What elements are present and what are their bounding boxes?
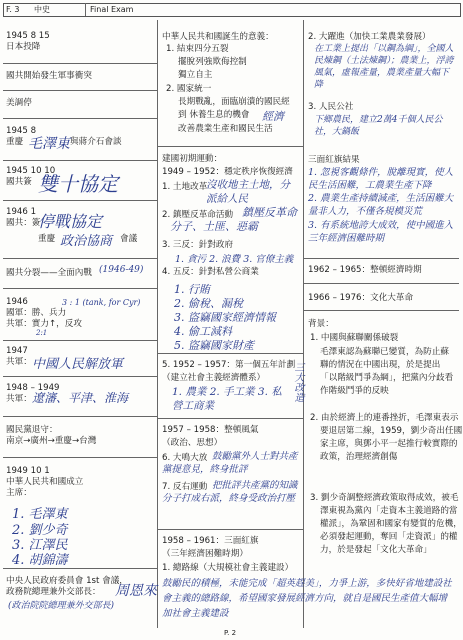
c1-hand-truce: 停戰協定: [38, 212, 103, 231]
c2-five-anti-item: 4. 偷工減料: [174, 325, 232, 338]
c2-hand-rightist: 把批評共產黨的知識分子打成右派，終身受政治打壓: [162, 480, 298, 504]
c1-hand-pcc: 政治協商: [60, 234, 113, 249]
c2-sec3-title: 5. 1952 – 1957：第一個五年計劃: [162, 360, 296, 370]
bottom-hand-note: 鼓勵民的積極，未能完成「超英趕美」，力爭上游，多快好省地建設社會主義的總路線，希望國家發展經濟方向，就自是國民生產值大幅增加社會主義建設: [162, 578, 452, 619]
c3-hand-communes: 下鄉農民，建立2萬4千個人民公社，大鍋飯: [314, 115, 443, 137]
c2-anti-rightist: 7. 反右運動: [162, 482, 208, 492]
c1-hand-list-item: 2. 劉少奇: [12, 523, 68, 538]
c2-hand-sec3: 1. 農業 2. 手工業 3. 私營工商業: [172, 386, 282, 412]
c2-item-2: 獨立自主: [178, 70, 213, 80]
c2-five-anti-item: 3. 盜竊國家經濟情報: [174, 311, 276, 324]
c2-hand-econ: 經濟: [262, 110, 284, 123]
c1-meeting2: 會議: [120, 234, 138, 244]
c1-hand-ratio2: 2:1: [36, 329, 48, 337]
c1-hand-list-item: 4. 胡錦濤: [12, 553, 68, 568]
c2-item-4: 長期戰亂，面臨崩潰的國民經: [178, 97, 290, 107]
c1-hand-double-ten: 雙十協定: [38, 172, 118, 196]
c1-1945-1010: 1945 10 10 國共簽: [6, 166, 56, 187]
c3-bg-3: 2. 由於經濟上的連番挫折，毛澤東表示要退居第二線，1959，劉少奇出任國家主席，與鄧小平一起推行較實際的政策，治理經濟創傷: [310, 413, 463, 462]
c1-1947: 1947 共軍：: [6, 346, 32, 367]
c1-hand-mao: 毛澤東: [28, 136, 70, 152]
c1-hand-list-item: 3. 江澤民: [12, 538, 68, 553]
c1-conflict: 國共開始發生軍事衝突: [6, 71, 92, 81]
c2-sec5-sub: （三年經濟困難時期）: [162, 549, 248, 559]
c2-three-anti: 3. 三反：針對政府: [162, 240, 234, 250]
c1-mediation: 美調停: [6, 98, 32, 108]
c1-counter: 共軍：實力↑，反攻: [6, 319, 82, 329]
c2-item-5: 到 休養生息的機會: [178, 110, 250, 120]
c1-1945-815: 1945 8 15 日本投降: [6, 31, 50, 52]
c2-side-hand: 三大改造: [292, 362, 303, 402]
c3-bg-title: 背景：: [308, 319, 334, 329]
c3-result-3: 3. 有系統地誇大成效，使中國進入三年經濟困難時期: [308, 220, 454, 244]
c3-bg-1: 1. 中國與蘇聯關係破裂: [310, 333, 399, 343]
c2-five-anti: 4. 五反：針對私營公商業: [162, 267, 259, 277]
c1-1946: 1946 國軍：勝、兵力: [6, 297, 67, 318]
c1-1949: 1949 10 1 中華人民共和國成立 主席：: [6, 466, 84, 498]
c3-great-leap: 2. 大躍進（加快工業農業發展）: [308, 32, 431, 42]
c2-five-anti-item: 5. 盜竊國家財產: [174, 339, 254, 352]
c2-sec2-sub: 1949 – 1952：穩定秩序恢復經濟: [162, 167, 293, 177]
c2-hand-three-anti: 1. 貪污 2. 浪費 3. 官僚主義: [175, 254, 294, 265]
c2-hand-flowers: 鼓勵黨外人士對共產黨提意見，終身批評: [162, 451, 298, 475]
c1-hand-ratio: 3 : 1 (tank, for Cyr): [62, 298, 141, 307]
c2-hand-counter: 鎮壓反革命分子、土匪、惡霸: [170, 206, 297, 233]
c2-sec4-title: 1957 – 1958：整頓風氣: [162, 425, 259, 435]
c2-five-anti-item: 1. 行賄: [174, 283, 210, 296]
c3-result-2: 2. 農業生產持續減產，生活困難大量非人力，不僅各規模災荒: [308, 193, 454, 217]
header-grade: F. 3: [6, 5, 20, 14]
c2-general-line: 1. 總路線（大規模社會主義建設）: [162, 563, 294, 573]
c2-sec2-title: 建國初期運動：: [162, 154, 223, 164]
c1-1946-1: 1946 1 國共：簽: [6, 207, 41, 228]
c2-land-reform: 1. 土地改革: [162, 182, 208, 192]
c3-era2: 1966 – 1976：文化大革命: [308, 293, 414, 303]
c1-hand-list-item: 1. 毛澤東: [12, 507, 68, 522]
c1-1948: 1948 – 1949 共軍：: [6, 383, 60, 404]
c3-result-1: 1. 忽視客觀條件，脫離現實，使人民生活困難，工農業生產下降: [308, 167, 454, 191]
c2-item-1: 擺脫列強欺侮控制: [178, 57, 247, 67]
c1-hand-years: (1946-49): [99, 265, 144, 275]
c2-item-3: 2. 國家統一: [166, 84, 212, 94]
header-exam: Final Exam: [90, 5, 134, 14]
c1-retreat: 國民黨退守： 南京→廣州→重慶→台灣: [6, 425, 97, 446]
c2-counter-rev: 2. 鎮壓反革命活動: [162, 210, 234, 220]
header-box: [3, 3, 461, 17]
c3-era1: 1962 – 1965：整頓經濟時期: [308, 265, 422, 275]
c3-communes: 3. 人民公社: [308, 102, 354, 112]
c3-bg-4: 3. 劉少奇調整經濟政策取得成效，被毛澤東視為黨內「走資本主義道路的當權派」，為鞏固和國家有變質的危機，必須發起運動，奪回「走資派」的權力，於是發起「文化大革命」: [310, 493, 462, 555]
c1-hand-pla: 中國人民解放軍: [32, 357, 124, 372]
c2-item-0: 1. 結束四分五裂: [166, 44, 229, 54]
c1-1945-8: 1945 8 重慶: [6, 126, 37, 147]
c2-hundred-flowers: 6. 大鳴大放: [162, 453, 208, 463]
c1-meeting: 與蔣介石會談: [70, 137, 122, 147]
c3-result-title: 三面紅旗結果: [308, 155, 360, 165]
c1-chongqing: 重慶: [38, 234, 56, 244]
c3-bg-2: 毛澤東認為蘇聯已變質，為防止蘇聯的情況在中國出現，於是提出「以階級鬥爭為綱」，把黨內分歧看作階級鬥爭的反映: [320, 347, 454, 396]
c3-hand-leap: 在工業上提出「以鋼為綱」，全國人民煉鋼（土法煉鋼）；農業上，浮誇風氣，虛報產量，農業產量大幅下降: [314, 44, 454, 90]
c2-item-6: 改善農業生產和國民生活: [178, 124, 273, 134]
header-subject: 中史: [34, 5, 50, 14]
c1-premier: 中央人民政府委員會 1st 會議， 政務院總理兼外交部長：: [6, 576, 128, 597]
c2-sec4-sub: （政治、思想）: [162, 438, 223, 448]
c1-hand-zhou: 周恩來: [115, 583, 157, 599]
c1-hand-list-item: (政治院院總理兼外交部長): [8, 601, 115, 611]
c2-title: 中華人民共和國誕生的意義：: [162, 32, 274, 42]
c2-five-anti-item: 2. 偷稅、漏稅: [174, 297, 243, 310]
c2-sec5-title: 1958 – 1961：三面紅旗: [162, 536, 259, 546]
c2-hand-land: 沒收地主土地，分派給人民: [206, 179, 290, 205]
c1-civil-war: 國共分裂——全面內戰: [6, 268, 92, 278]
c1-hand-campaigns: 遼瀋、平津、淮海: [32, 391, 129, 405]
page-number: P. 2: [224, 629, 237, 637]
c2-sec3-sub: （建立社會主義經濟體系）: [162, 373, 266, 383]
